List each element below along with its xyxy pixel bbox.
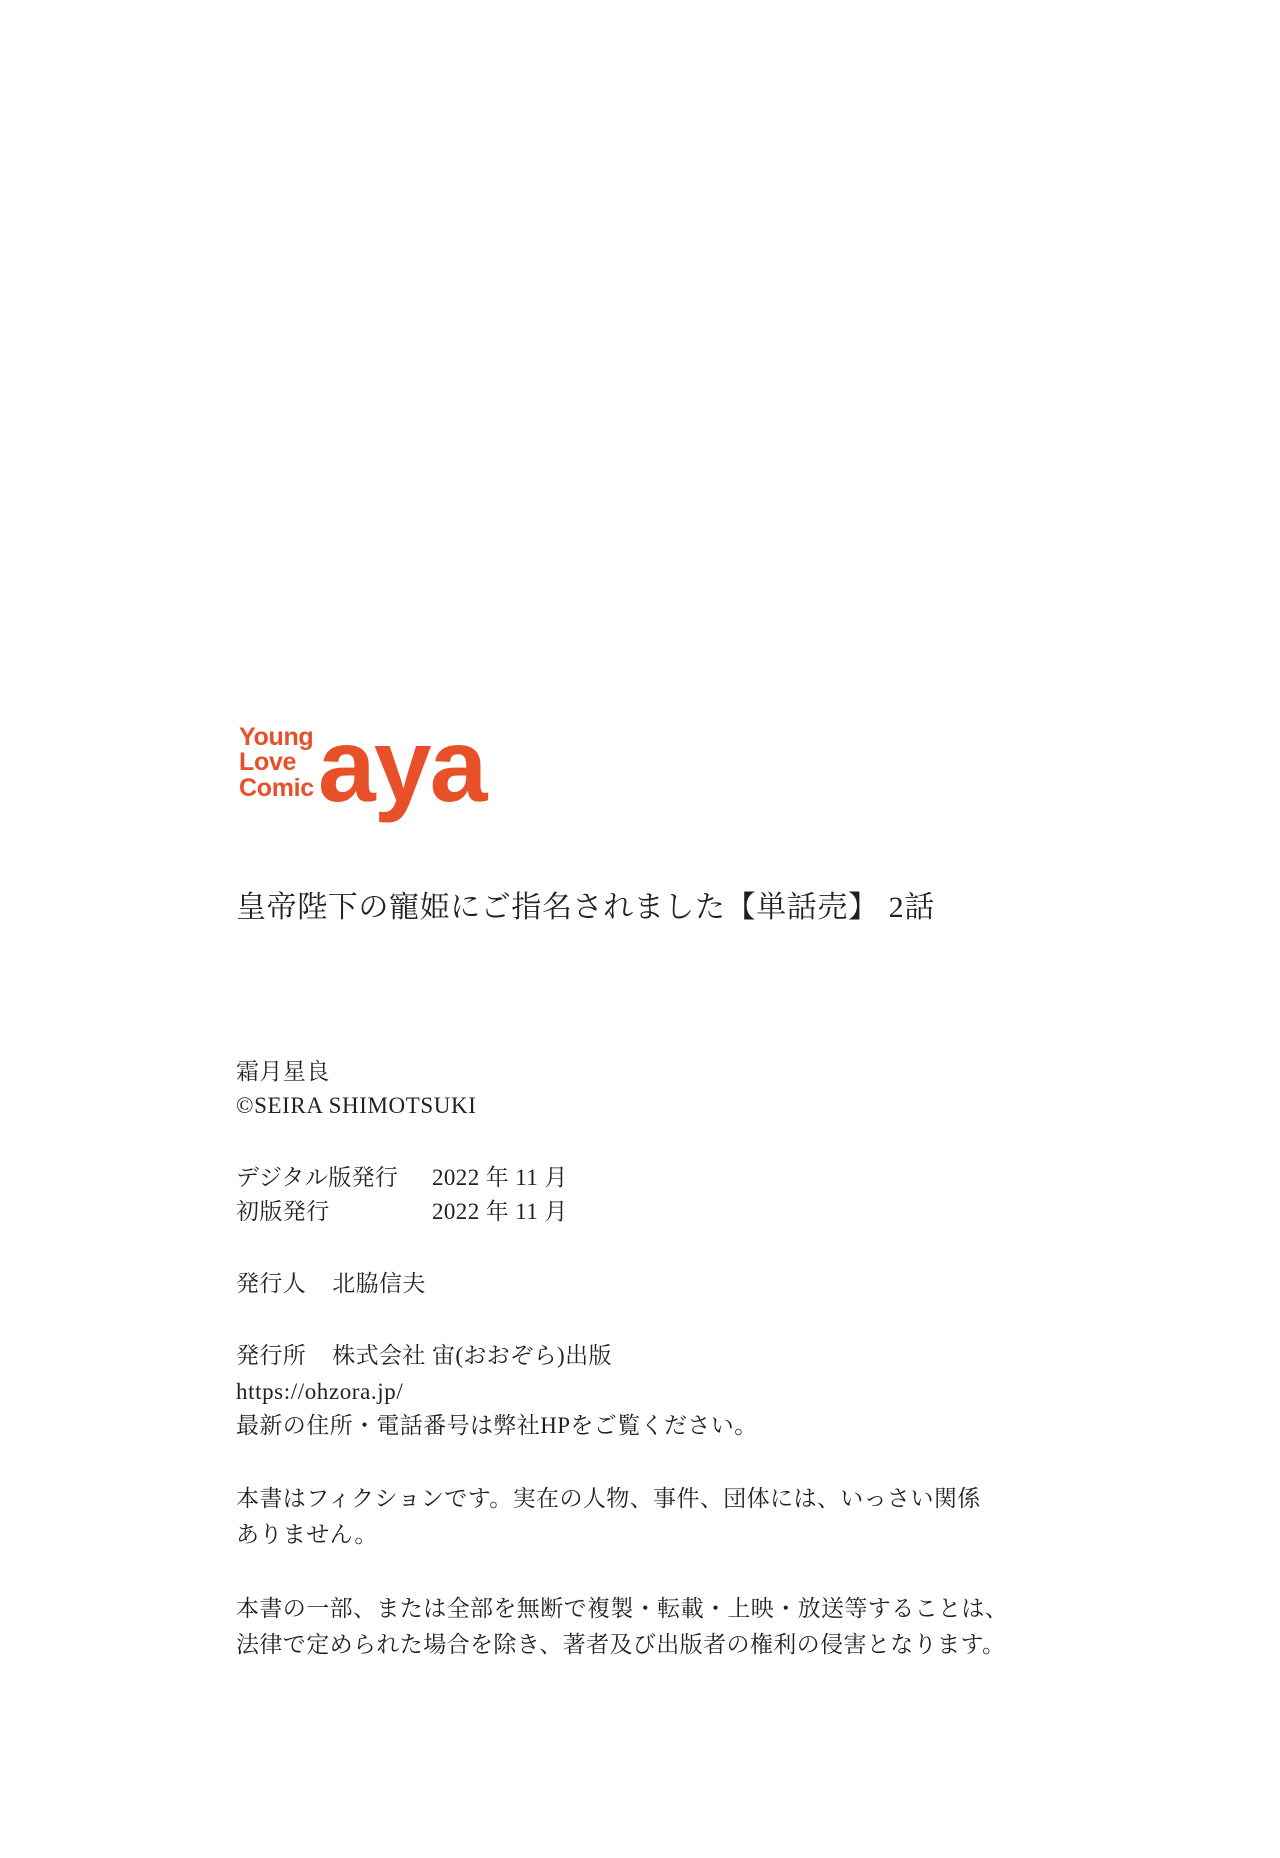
- author-block: [236, 1055, 1116, 1123]
- digital-edition-label: デジタル版発行: [236, 1165, 399, 1190]
- fiction-disclaimer-line-2: ありません。: [236, 1522, 378, 1547]
- colophon-body: [236, 1055, 1116, 1701]
- copyright-notice: [236, 1591, 1116, 1663]
- fiction-disclaimer: [236, 1481, 1116, 1553]
- fiction-disclaimer-line-1: 本書はフィクションです。実在の人物、事件、団体には、いっさい関係: [236, 1486, 981, 1511]
- publisher-person: [236, 1267, 1116, 1301]
- publisher-person-label: 発行人: [236, 1271, 307, 1296]
- publisher-person-name: 北脇信夫: [332, 1271, 426, 1296]
- publication-dates: [236, 1161, 1116, 1229]
- author-name: 霜月星良: [236, 1059, 330, 1084]
- logo-wordmark-lines: [239, 722, 314, 810]
- publisher-person-block: [236, 1267, 1116, 1301]
- logo-line-comic: Comic: [239, 773, 314, 802]
- publication-row: [236, 1195, 1116, 1229]
- logo-aya-text: aya: [317, 708, 486, 824]
- publication-row: [236, 1161, 1116, 1195]
- first-edition-label: 初版発行: [236, 1199, 330, 1224]
- first-edition-date: 2022 年 11 月: [432, 1199, 568, 1224]
- publisher-name-line: [236, 1339, 1116, 1373]
- title-text: 皇帝陛下の寵姫にご指名されました【単話売】: [236, 891, 879, 924]
- publisher-name: 株式会社 宙(おおぞら)出版: [332, 1343, 612, 1368]
- logo-line-love: Love: [239, 748, 297, 776]
- aya-logo: [239, 708, 486, 824]
- publisher-url[interactable]: https://ohzora.jp/: [236, 1379, 404, 1404]
- digital-edition-date: 2022 年 11 月: [432, 1165, 568, 1190]
- copyright-notice-line-2: 法律で定められた場合を除き、著者及び出版者の権利の侵害となります。: [236, 1632, 1006, 1657]
- copyright-notice-line-1: 本書の一部、または全部を無断で複製・転載・上映・放送等することは、: [236, 1596, 1009, 1621]
- page-title: [236, 882, 935, 926]
- publisher-contact-note: 最新の住所・電話番号は弊社HPをご覧ください。: [236, 1413, 758, 1438]
- publisher-label: 発行所: [236, 1343, 307, 1368]
- publisher-block: [236, 1339, 1116, 1443]
- author-copyright: ©SEIRA SHIMOTSUKI: [236, 1093, 477, 1118]
- logo-line-young: Young: [239, 722, 314, 751]
- episode-number: 2話: [888, 891, 935, 924]
